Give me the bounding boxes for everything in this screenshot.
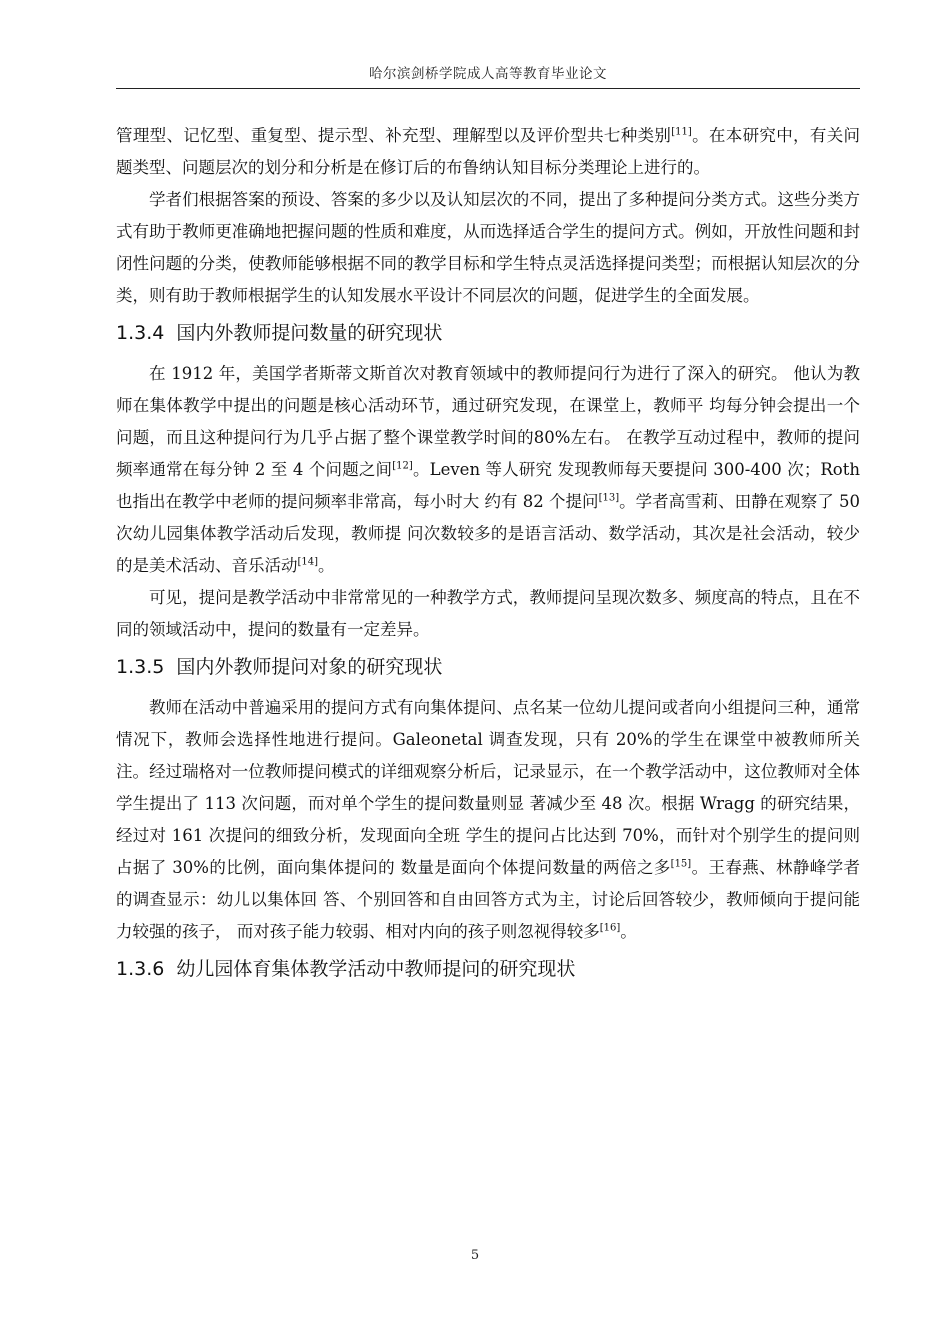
running-header: 哈尔滨剑桥学院成人高等教育毕业论文	[369, 66, 607, 82]
paragraph-question-quantity: 在 1912 年，美国学者斯蒂文斯首次对教育领域中的教师提问行为进行了深入的研究。 他认为教师在集体教学中提出的问题是核心活动环节，通过研究发现，在课堂上，教师平 均每分钟会提出一个问题，而且这种提问行为几乎占据了整个课堂教学时间的80%左右。 在教学互动过程中，教师的提问频率通常在每分钟 2 至 4 个问题之间[12]。Leven 等人研究 发现教师每天要提问 300-400 次；Roth 也指出在教学中老师的提问频率非常高，每小时大 约有 82 个提问[13]。学者高雪莉、田静在观察了 50 次幼儿园集体教学活动后发现，教师提 问次数较多的是语言活动、数学活动，其次是社会活动，较少的是美术活动、音乐活动[14]。	[116, 364, 860, 575]
citation: [13]	[598, 492, 620, 504]
paragraph-question-targets: 教师在活动中普遍采用的提问方式有向集体提问、点名某一位幼儿提问或者向小组提问三种，通常情况下，教师会选择性地进行提问。Galeonetal 调查发现，只有 20%的学生在课堂中被教师所关注。经过瑞格对一位教师提问模式的详细观察分析后，记录显示，在一个教学活动中，这位教师对全体学生提出了 113 次问题，而对单个学生的提问数量则显 著减少至 48 次。根据 Wragg 的研究结果，经过对 161 次提问的细致分析，发现面向全班 学生的提问占比达到 70%，而针对个别学生的提问则占据了 30%的比例，面向集体提问的 数量是面向个体提问数量的两倍之多[15]。王春燕、林静峰学者的调查显示：幼儿以集体回 答、个别回答和自由回答方式为主，讨论后回答较少，教师倾向于提问能力较强的孩子， 而对孩子能力较弱、相对内向的孩子则忽视得较多[16]。	[116, 698, 860, 941]
section-heading-1-3-6: 1.3.6 幼儿园体育集体教学活动中教师提问的研究现状	[116, 958, 576, 980]
citation: [15]	[670, 858, 692, 870]
paragraph-question-types: 管理型、记忆型、重复型、提示型、补充型、理解型以及评价型共七种类别[11]。在本研究中，有关问题类型、问题层次的划分和分析是在修订后的布鲁纳认知目标分类理论上进行的。	[116, 126, 861, 177]
citation: [11]	[671, 126, 692, 138]
paragraph-classification: 学者们根据答案的预设、答案的多少以及认知层次的不同，提出了多种提问分类方式。这些分类方式有助于教师更准确地把握问题的性质和难度，从而选择适合学生的提问方式。例如，开放性问题和封闭性问题的分类，使教师能够根据不同的教学目标和学生特点灵活选择提问类型；而根据认知层次的分类，则有助于教师根据学生的认知发展水平设计不同层次的问题，促进学生的全面发展。	[116, 190, 860, 305]
section-heading-1-3-5: 1.3.5 国内外教师提问对象的研究现状	[116, 656, 443, 678]
citation: [16]	[599, 922, 621, 934]
header-divider	[116, 88, 860, 89]
paragraph-summary: 可见，提问是教学活动中非常常见的一种教学方式，教师提问呈现次数多、频度高的特点，且在不同的领域活动中，提问的数量有一定差异。	[116, 588, 860, 639]
section-heading-1-3-4: 1.3.4 国内外教师提问数量的研究现状	[116, 322, 443, 344]
citation: [12]	[392, 460, 413, 472]
page-number: 5	[470, 1248, 480, 1263]
body-text	[116, 120, 860, 994]
citation: [14]	[297, 556, 319, 568]
